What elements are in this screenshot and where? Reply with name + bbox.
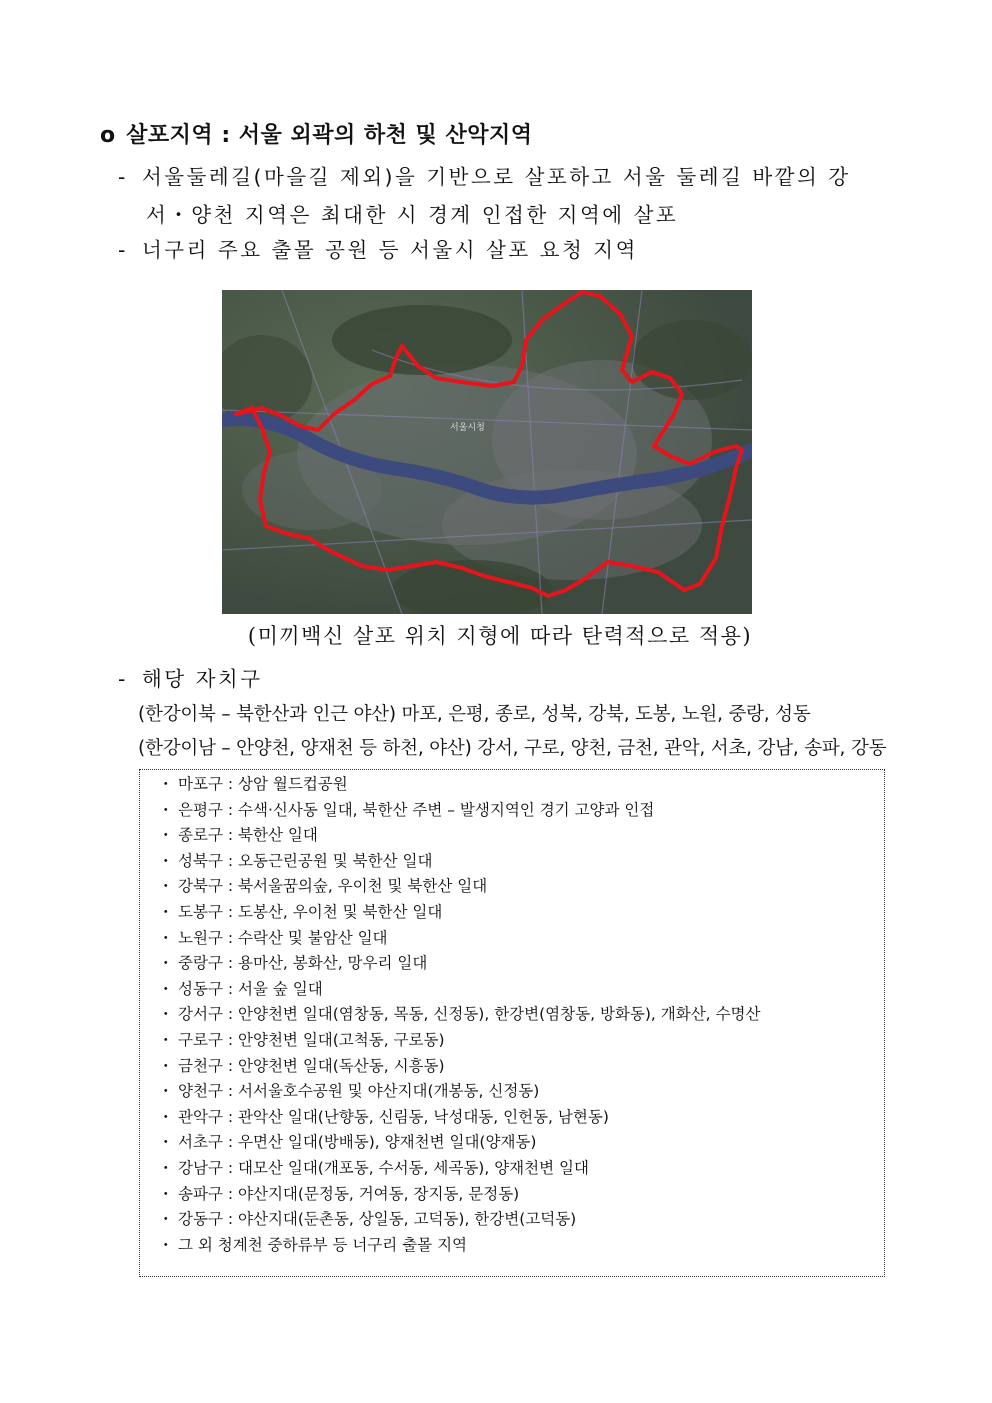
list-item-text: 마포구 : 상암 월드컵공원 [178, 775, 348, 793]
heading-bullet: o [100, 123, 116, 148]
list-item-text: 강북구 : 북서울꿈의숲, 우이천 및 북한산 일대 [178, 877, 488, 896]
list-item-text: 관악구 : 관악산 일대(난향동, 신림동, 낙성대동, 인헌동, 남현동) [178, 1107, 609, 1126]
list-bullet: ・ [158, 1184, 174, 1203]
list-bullet: ・ [158, 826, 174, 845]
list-item [158, 900, 760, 926]
districts-north: (한강이북 – 북한산과 인근 야산) 마포, 은평, 종로, 성북, 강북, 도봉, 노원, 중랑, 성동 [138, 704, 811, 725]
seoul-satellite-map [222, 290, 752, 614]
list-item-text: 강동구 : 야산지대(둔촌동, 상일동, 고덕동), 한강변(고덕동) [178, 1210, 577, 1229]
list-item [158, 926, 760, 952]
paragraph-1-line-1: 서울둘레길(마을길 제외)을 기반으로 살포하고 서울 둘레길 바깥의 강 [142, 165, 851, 189]
list-bullet: ・ [158, 1133, 174, 1152]
dash-bullet: - [118, 165, 126, 189]
list-item-text: 은평구 : 수색·신사동 일대, 북한산 주변 – 발생지역인 경기 고양과 인접 [178, 800, 655, 819]
list-bullet: ・ [158, 1056, 174, 1075]
map-label-city-hall: 서울시청 [450, 423, 485, 433]
list-item [158, 823, 760, 849]
list-item [158, 977, 760, 1003]
list-item [158, 1002, 760, 1028]
list-item-text: 구로구 : 안양천변 일대(고척동, 구로동) [178, 1030, 445, 1049]
list-bullet: ・ [158, 902, 174, 921]
list-bullet: ・ [158, 928, 174, 947]
list-item-text: 성동구 : 서울 숲 일대 [178, 979, 323, 998]
list-item-text: 종로구 : 북한산 일대 [178, 826, 318, 845]
list-bullet: ・ [158, 1235, 174, 1254]
list-item-text: 서초구 : 우면산 일대(방배동), 양재천변 일대(양재동) [178, 1133, 537, 1152]
paragraph-2-line-1: 너구리 주요 출몰 공원 등 서울시 살포 요청 지역 [142, 238, 638, 262]
list-item-text: 성북구 : 오동근린공원 및 북한산 일대 [178, 851, 433, 870]
list-item-text: 금천구 : 안양천변 일대(독산동, 시흥동) [178, 1056, 445, 1075]
list-item-text: 그 외 청계천 중하류부 등 너구리 출몰 지역 [178, 1235, 468, 1254]
section-heading [100, 118, 532, 149]
list-bullet: ・ [158, 775, 174, 793]
paragraph-1 [118, 160, 851, 194]
list-item [158, 1182, 760, 1208]
list-item [158, 798, 760, 824]
paragraph-2 [118, 233, 638, 267]
list-item-text: 노원구 : 수락산 및 불암산 일대 [178, 928, 388, 947]
list-item [158, 1207, 760, 1233]
list-bullet: ・ [158, 1210, 174, 1229]
list-item [158, 1105, 760, 1131]
list-item [158, 1028, 760, 1054]
districts-heading [118, 662, 263, 696]
list-item [158, 1079, 760, 1105]
list-bullet: ・ [158, 1030, 174, 1049]
heading-text: 살포지역 : 서울 외곽의 하천 및 산악지역 [126, 123, 533, 148]
list-item [158, 1130, 760, 1156]
district-list [158, 772, 760, 1258]
districts-south: (한강이남 – 안양천, 양재천 등 하천, 야산) 강서, 구로, 양천, 금천, 관악, 서초, 강남, 송파, 강동 [138, 738, 887, 759]
dash-bullet: - [118, 238, 126, 262]
map-caption: (미끼백신 살포 위치 지형에 따라 탄력적으로 적용) [247, 624, 753, 648]
paragraph-1-line-2: 서・양천 지역은 최대한 시 경계 인접한 지역에 살포 [146, 203, 679, 227]
district-detail-box [139, 769, 885, 1277]
mountain-area [332, 305, 512, 375]
list-item-text: 강남구 : 대모산 일대(개포동, 수서동, 세곡동), 양재천변 일대 [178, 1158, 589, 1177]
list-item [158, 849, 760, 875]
list-bullet: ・ [158, 1158, 174, 1177]
list-item [158, 772, 760, 798]
mountain-area [632, 320, 752, 400]
list-bullet: ・ [158, 979, 174, 998]
list-bullet: ・ [158, 954, 174, 973]
list-item [158, 951, 760, 977]
list-item-text: 송파구 : 야산지대(문정동, 거여동, 장지동, 문정동) [178, 1184, 520, 1203]
list-item [158, 1054, 760, 1080]
list-bullet: ・ [158, 1005, 174, 1024]
list-bullet: ・ [158, 877, 174, 896]
list-item-text: 도봉구 : 도봉산, 우이천 및 북한산 일대 [178, 902, 443, 921]
dash-bullet: - [118, 667, 126, 691]
list-item [158, 1156, 760, 1182]
list-bullet: ・ [158, 851, 174, 870]
list-item-text: 양천구 : 서서울호수공원 및 야산지대(개봉동, 신정동) [178, 1082, 540, 1101]
districts-title: 해당 자치구 [142, 667, 263, 691]
list-bullet: ・ [158, 1082, 174, 1101]
list-item [158, 1233, 760, 1259]
list-bullet: ・ [158, 800, 174, 819]
list-item-text: 강서구 : 안양천변 일대(염창동, 목동, 신정동), 한강변(염창동, 방화동), 개화산, 수명산 [178, 1005, 761, 1024]
list-bullet: ・ [158, 1107, 174, 1126]
list-item-text: 중랑구 : 용마산, 봉화산, 망우리 일대 [178, 954, 428, 973]
list-item [158, 874, 760, 900]
